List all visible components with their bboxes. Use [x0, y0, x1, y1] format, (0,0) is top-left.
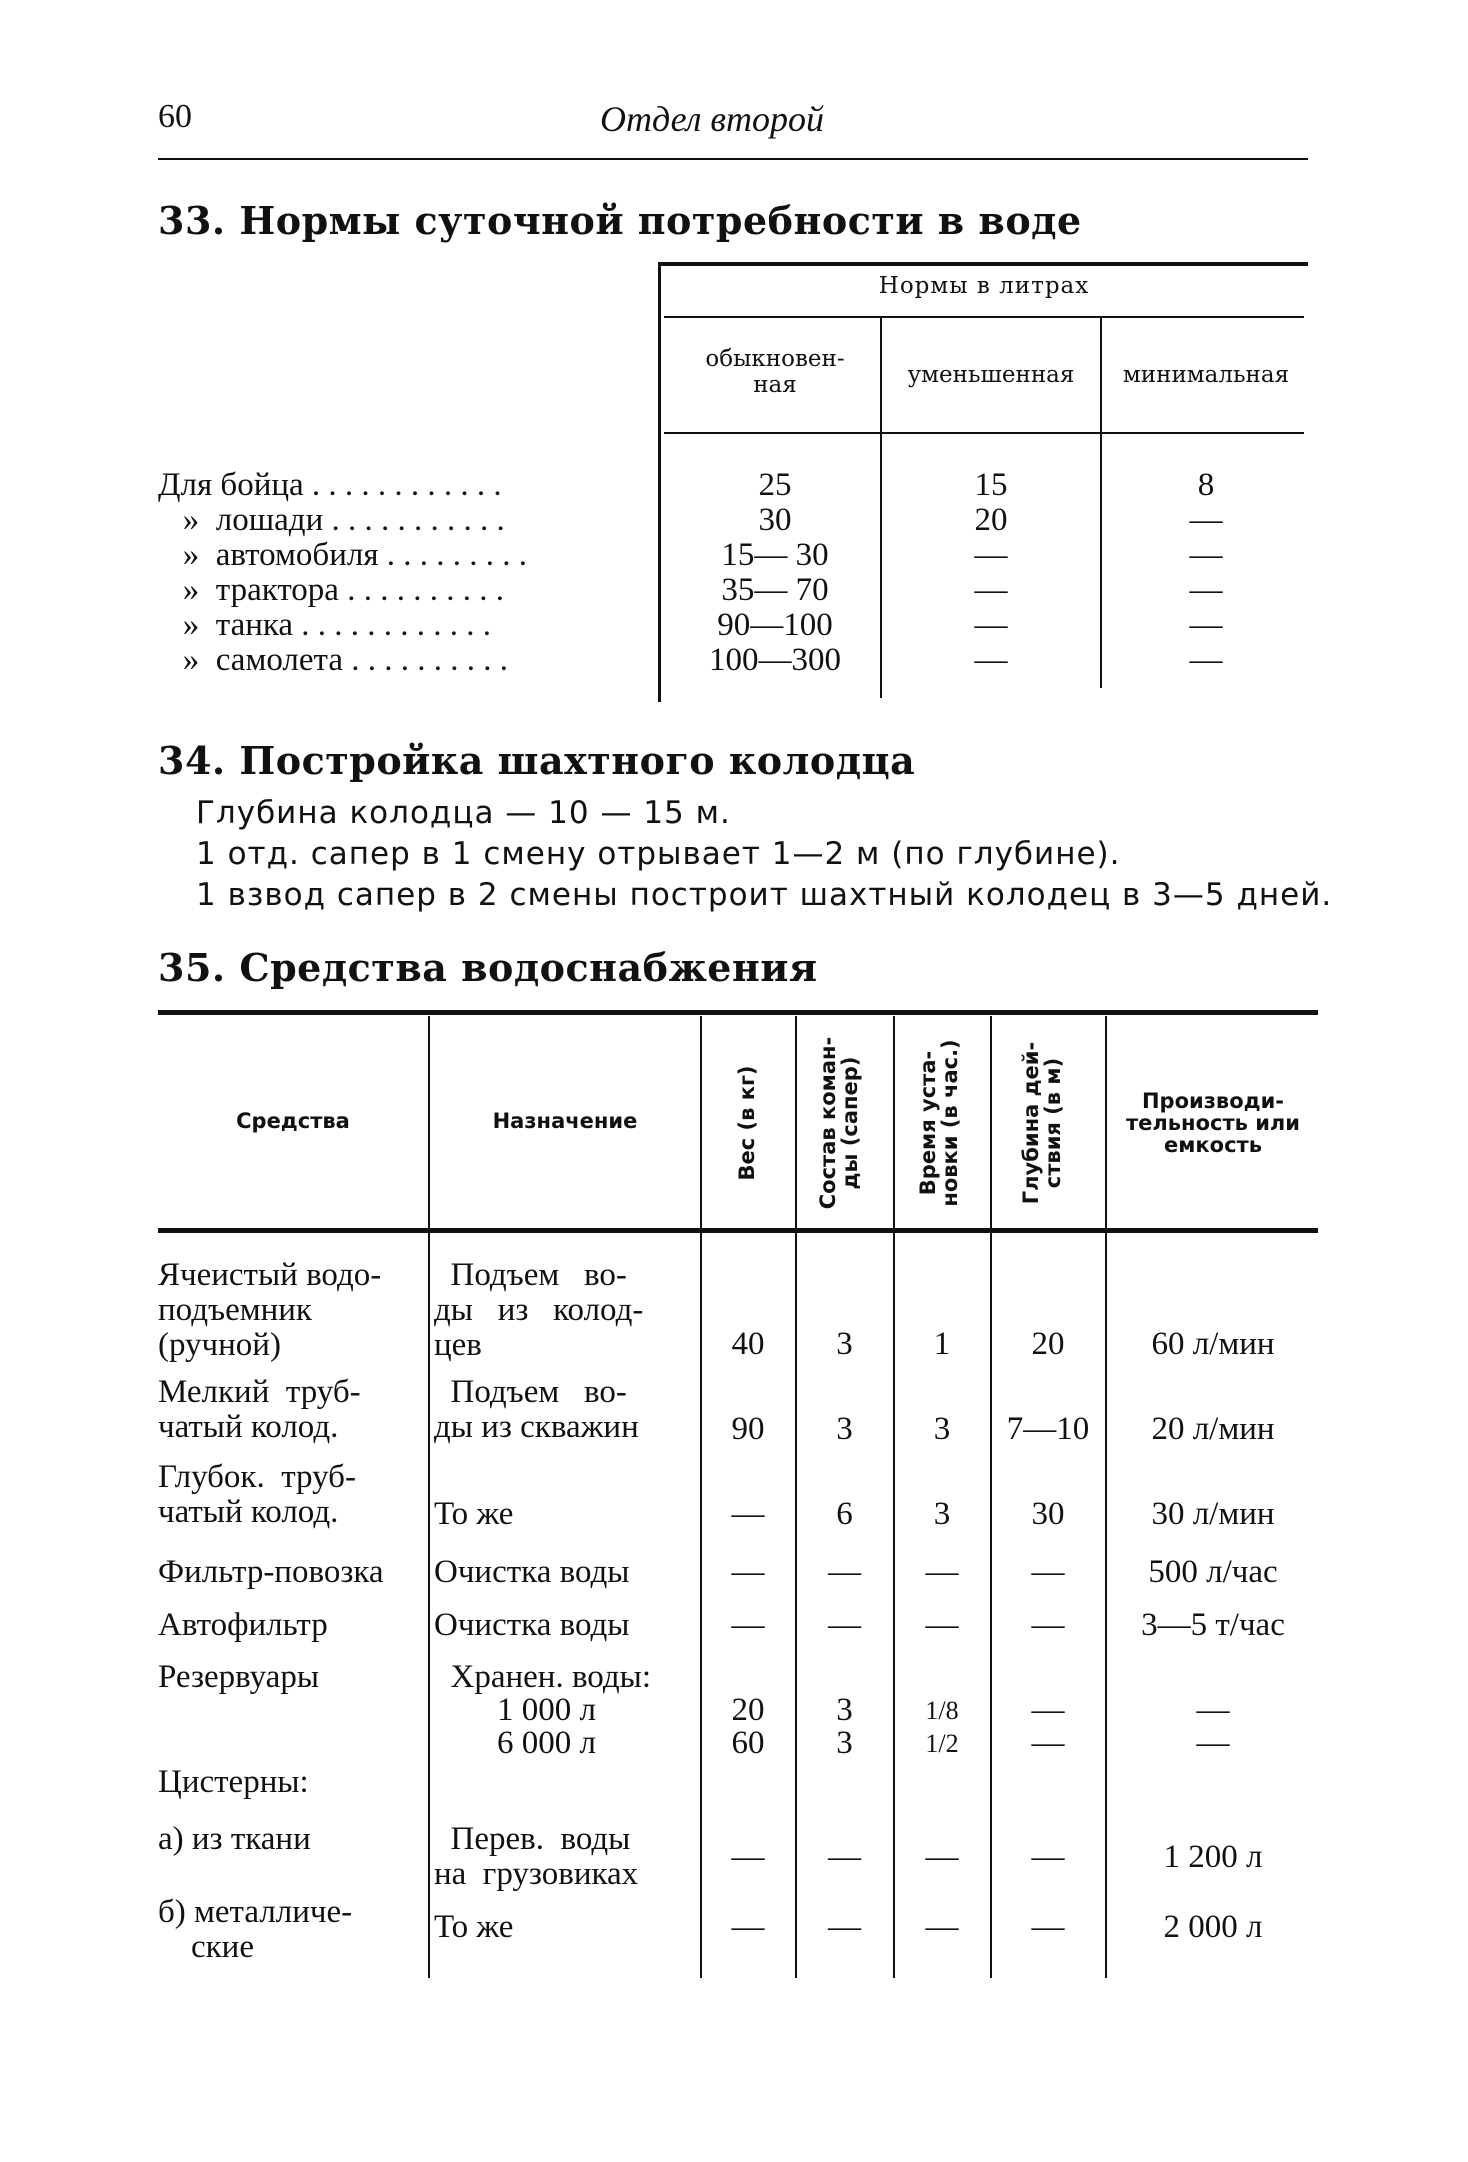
table33-row-label: Для бойца . . . . . . . . . . . .	[158, 468, 502, 503]
table33-cell: —	[1189, 607, 1223, 643]
table35-weight-cell: —	[731, 1839, 765, 1875]
table33-cell: —	[974, 572, 1008, 608]
table35-capacity-cell: 30 л/мин	[1151, 1496, 1275, 1532]
table35-capacity-cell: 500 л/час	[1148, 1554, 1278, 1590]
table35-means-cell: Цистерны:	[158, 1764, 309, 1800]
table35-purpose-cell: То же	[434, 1496, 514, 1532]
table35-crew-cell: 3	[836, 1326, 853, 1362]
table35-header-rule	[158, 1228, 1318, 1233]
table33-mid-rule	[664, 316, 1304, 318]
table35-capacity-cell: —	[1196, 1692, 1230, 1728]
table35-header-setup: Время уста- новки (в час.)	[916, 1039, 962, 1207]
table35-top-rule	[158, 1010, 1318, 1015]
table35-weight-cell: 90	[731, 1411, 765, 1447]
table35-capacity-cell: 20 л/мин	[1151, 1411, 1275, 1447]
table35-crew-cell: 6	[836, 1496, 853, 1532]
table35-depth-cell: 7—10	[1006, 1411, 1090, 1447]
table33-top-rule	[658, 262, 1308, 266]
table33-group-header: Нормы в литрах	[878, 273, 1090, 299]
table35-weight-cell: —	[731, 1909, 765, 1945]
running-title: Отдел второй	[600, 99, 825, 139]
table35-weight-cell: 40	[731, 1326, 765, 1362]
table35-setup-cell: —	[925, 1909, 959, 1945]
table35-weight-cell: —	[731, 1554, 765, 1590]
table35-setup-cell: 1	[933, 1326, 951, 1362]
table33-cell: 35— 70	[721, 572, 829, 608]
table35-depth-cell: —	[1031, 1839, 1065, 1875]
table35-means-cell: а) из ткани	[158, 1821, 311, 1857]
table35-purpose-cell: То же	[434, 1909, 514, 1945]
table33-left-rule	[658, 262, 661, 702]
table33-cell: 8	[1197, 467, 1215, 503]
text-line: Глубина колодца — 10 — 15 м.	[196, 795, 731, 831]
table35-crew-cell: —	[828, 1554, 861, 1590]
table35-weight-cell: —	[731, 1607, 765, 1643]
table35-means-cell: Ячеистый водо- подъемник (ручной)	[158, 1257, 382, 1363]
table35-weight-cell: —	[731, 1496, 765, 1532]
table33-cell: 100—300	[709, 642, 841, 678]
table35-means-cell: Резервуары	[158, 1659, 319, 1695]
table33-col-header: уменьшенная	[907, 362, 1075, 388]
table33-cell: —	[1189, 572, 1223, 608]
table35-crew-cell: 3	[836, 1692, 853, 1728]
table35-purpose-cell: Подъем во- ды из скважин	[434, 1374, 639, 1445]
table35-purpose-cell: Очистка воды	[434, 1554, 630, 1590]
table33-cell: 15	[974, 467, 1008, 503]
table35-col-rule	[1105, 1016, 1107, 1978]
table35-capacity-cell: 1 200 л	[1163, 1839, 1263, 1875]
table35-col-rule	[428, 1016, 430, 1978]
table33-cell: 90—100	[717, 607, 833, 643]
table35-means-cell: б) металличе- ские	[158, 1894, 353, 1965]
table33-cell: 20	[974, 502, 1008, 538]
table35-header-weight: Вес (в кг)	[735, 1065, 759, 1181]
table33-row-label: » автомобиля . . . . . . . . .	[158, 538, 527, 573]
table35-purpose-cell: 1 000 л	[497, 1692, 596, 1728]
text-line: 1 отд. сапер в 1 смену отрывает 1—2 м (по глубине).	[196, 836, 1121, 872]
table35-weight-cell: 60	[731, 1725, 765, 1761]
table35-setup-cell: 1/8	[925, 1696, 959, 1725]
table35-crew-cell: —	[828, 1607, 861, 1643]
table35-means-cell: Мелкий труб- чатый колод.	[158, 1374, 361, 1445]
table33-cell: —	[1189, 537, 1223, 573]
table33-row-label: » танка . . . . . . . . . . . .	[158, 608, 492, 643]
table35-setup-cell: 3	[933, 1496, 951, 1532]
table33-row-label: » трактора . . . . . . . . . .	[158, 573, 504, 608]
header-rule	[158, 158, 1308, 160]
table35-means-cell: Автофильтр	[158, 1607, 328, 1643]
table35-depth-cell: 20	[1031, 1326, 1065, 1362]
table35-means-cell: Глубок. труб- чатый колод.	[158, 1459, 356, 1530]
table35-header-capacity: Производи- тельность или емкость	[1125, 1089, 1301, 1157]
table35-capacity-cell: 3—5 т/час	[1141, 1607, 1285, 1643]
table35-depth-cell: —	[1031, 1909, 1065, 1945]
table35-crew-cell: —	[828, 1909, 861, 1945]
table35-capacity-cell: —	[1196, 1725, 1230, 1761]
table35-setup-cell: 3	[933, 1411, 951, 1447]
section-33-title: 33. Нормы суточной потребности в воде	[158, 198, 1082, 243]
table33-col-rule	[880, 318, 882, 698]
table33-cell: 30	[758, 502, 792, 538]
section-34-title: 34. Постройка шахтного колодца	[158, 738, 916, 783]
table35-crew-cell: 3	[836, 1411, 853, 1447]
table33-col-rule	[1100, 318, 1102, 688]
table35-setup-cell: —	[925, 1607, 959, 1643]
table35-header-depth: Глубина дей- ствия (в м)	[1019, 1041, 1065, 1205]
table35-depth-cell: 30	[1031, 1496, 1065, 1532]
table35-setup-cell: —	[925, 1554, 959, 1590]
table35-purpose-cell: Хранен. воды:	[434, 1659, 651, 1695]
table35-depth-cell: —	[1031, 1607, 1065, 1643]
table35-header-crew: Состав коман- ды (сапер)	[816, 1036, 862, 1210]
table35-setup-cell: —	[925, 1839, 959, 1875]
table35-setup-cell: 1/2	[925, 1729, 959, 1758]
table35-depth-cell: —	[1031, 1725, 1065, 1761]
table35-capacity-cell: 60 л/мин	[1151, 1326, 1275, 1362]
table35-purpose-cell: Очистка воды	[434, 1607, 630, 1643]
text-line: 1 взвод сапер в 2 смены построит шахтный колодец в 3—5 дней.	[196, 877, 1333, 913]
table35-crew-cell: 3	[836, 1725, 853, 1761]
section-35-title: 35. Средства водоснабжения	[158, 945, 818, 990]
table35-means-cell: Фильтр-повозка	[158, 1554, 384, 1590]
table35-depth-cell: —	[1031, 1692, 1065, 1728]
table33-header-rule	[664, 432, 1304, 434]
table33-cell: —	[1189, 502, 1223, 538]
page-number: 60	[158, 98, 192, 135]
table33-row-label: » самолета . . . . . . . . . .	[158, 643, 508, 678]
table33-cell: —	[1189, 642, 1223, 678]
table35-purpose-cell: Подъем во- ды из колод- цев	[434, 1257, 644, 1363]
table35-purpose-cell: 6 000 л	[497, 1725, 596, 1761]
table35-depth-cell: —	[1031, 1554, 1065, 1590]
table33-cell: 25	[758, 467, 792, 503]
table35-purpose-cell: Перев. воды на грузовиках	[434, 1821, 639, 1892]
table33-cell: 15— 30	[721, 537, 829, 573]
table33-row-label: » лошади . . . . . . . . . . .	[158, 503, 505, 538]
table35-header-purpose: Назначение	[492, 1109, 638, 1133]
table35-weight-cell: 20	[731, 1692, 765, 1728]
table33-col-header: обыкновен- ная	[705, 346, 845, 398]
table33-cell: —	[974, 642, 1008, 678]
table35-capacity-cell: 2 000 л	[1163, 1909, 1263, 1945]
table35-header-means: Средства	[236, 1109, 350, 1133]
table33-cell: —	[974, 537, 1008, 573]
table33-cell: —	[974, 607, 1008, 643]
table35-crew-cell: —	[828, 1839, 861, 1875]
table33-col-header: минимальная	[1122, 362, 1290, 388]
